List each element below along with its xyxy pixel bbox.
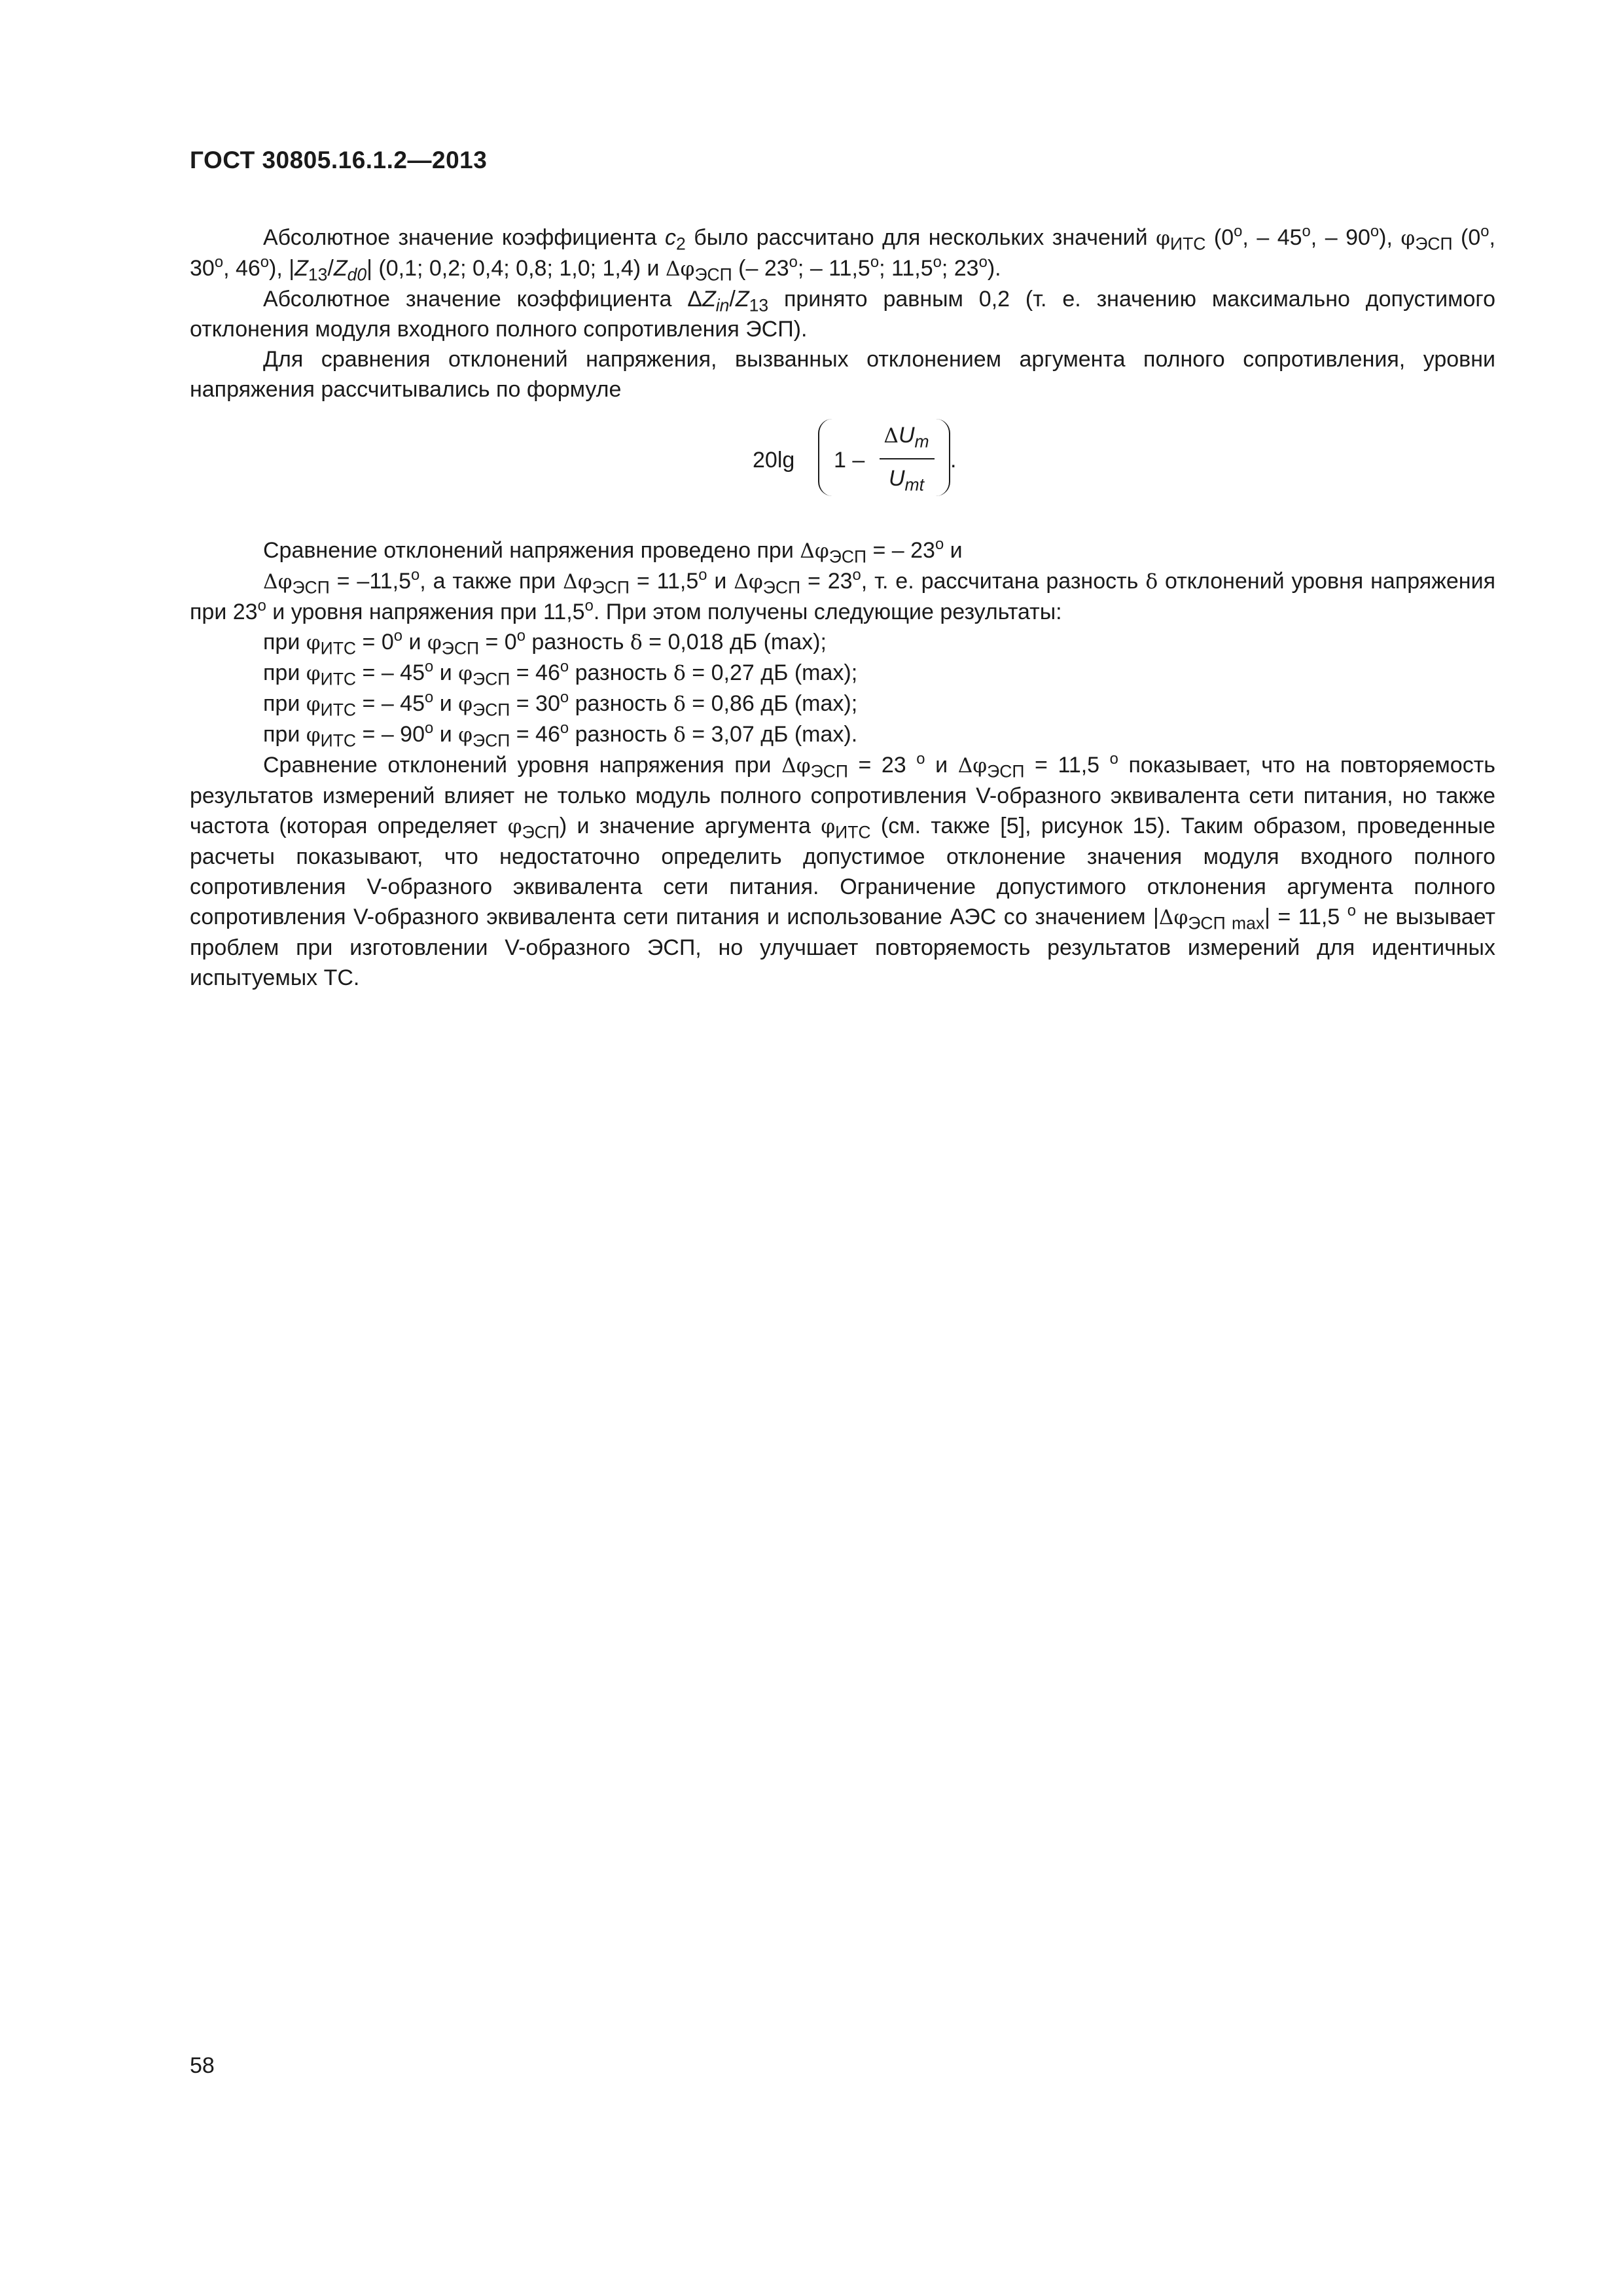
formula-one-minus: 1 – [834,448,865,473]
formula-period: . [950,448,957,473]
paragraph-comparison-line2: $\Delta\varphi_{ЭСП} = -11,5^о$, а также при $\Delta\varphi_{ЭСП} = 11,5^о$ и $\Delta\varphi_{ЭСП} = 23^о$, т. е. рассчитана разность δ отклонений уровня напряжения при $23^о$ и уровня напряжения при $11,5^о$. При этом получены следующие результаты: [190,565,1495,624]
result-item: при $\varphi_{ИТС}$ = – $90^о$ и $\varphi_{ЭСП} = 46^о$ разность δ = 3,07 дБ (max). [263,719,858,751]
voltage-level-formula [190,415,1495,513]
paragraph-zin-coefficient: Абсолютное значение коэффициента $\Delta Z_{in}/Z_{13}$ принято равным 0,2 (т. е. значению максимально допустимого отклонения модуля входного полного сопротивления ЭСП). [190,287,1495,342]
paragraph-formula-intro: Для сравнения отклонений напряжения, вызванных отклонением аргумента полного сопротивления, уровни напряжения рассчитывались по формуле [190,347,1495,402]
formula-prefix: 20lg [753,448,795,473]
paragraph-conclusion: Сравнение отклонений уровня напряжения при $\Delta\varphi_{ЭСП} = 23$ $^о$ и $\Delta\varphi_{ЭСП} = 11,5$ $^о$ показывает, что на повторяемость результатов измерений влияет не только модуль полного сопротивления V-образного эквивалента сети питания, но также частота (которая определяет $\varphi_{ЭСП}$) и значение аргумента $\varphi_{ИТС}$ (см. также [5], рисунок 15). Таким образом, проведенные расчеты показывают, что недостаточно определить допустимое отклонение значения модуля входного полного сопротивления V-образного эквивалента сети питания. Ограничение допустимого отклонения аргумента полного сопротивления V-образного эквивалента сети питания и использование АЭС со значением $|\Delta\varphi_{ЭСП max}| = 11,5$ $^о$ не вызывает проблем при изготовлении V-образного ЭСП, но улучшает повторяемость результатов измерений для идентичных испытуемых ТС. [190,749,1495,990]
page-number: 58 [190,2053,215,2078]
result-item: при $\varphi_{ИТС} = 0^о$ и $\varphi_{ЭСП} = 0^о$ разность δ = 0,018 дБ (max); [263,626,827,658]
result-item: при $\varphi_{ИТС}$ = – $45^о$ и $\varphi_{ЭСП} = 46^о$ разность δ = 0,27 дБ (max); [263,657,858,689]
paragraph-c2-calculation: Абсолютное значение коэффициента $c_2$ было рассчитано для нескольких значений $\varphi_{ИТС}$ ($0^о$, – $45^о$, – $90^о$), $\varphi_{ЭСП}$ ($0^о$, $30^о$, $46^о$), $|Z_{13}/Z_{d0}|$ (0,1; 0,2; 0,4; 0,8; 1,0; 1,4) и $\Delta\varphi_{ЭСП}$ (– $23^о$; – $11,5^о$; $11,5^о$; $23^о$). [190,222,1495,285]
document-header: ГОСТ 30805.16.1.2—2013 [190,147,488,173]
result-item: при $\varphi_{ИТС}$ = – $45^о$ и $\varphi_{ЭСП} = 30^о$ разность δ = 0,86 дБ (max); [263,688,858,720]
left-paren [818,419,834,496]
formula-denominator: $U_{mt}$ [888,466,925,495]
fraction-bar [880,458,935,459]
paragraph-comparison-line1: Сравнение отклонений напряжения проведено при $\Delta\varphi_{ЭСП}$ = – $23^о$ и [263,535,963,567]
formula-numerator: $\Delta U_m$ [883,423,929,452]
right-paren [935,419,950,496]
document-body [190,223,1495,993]
